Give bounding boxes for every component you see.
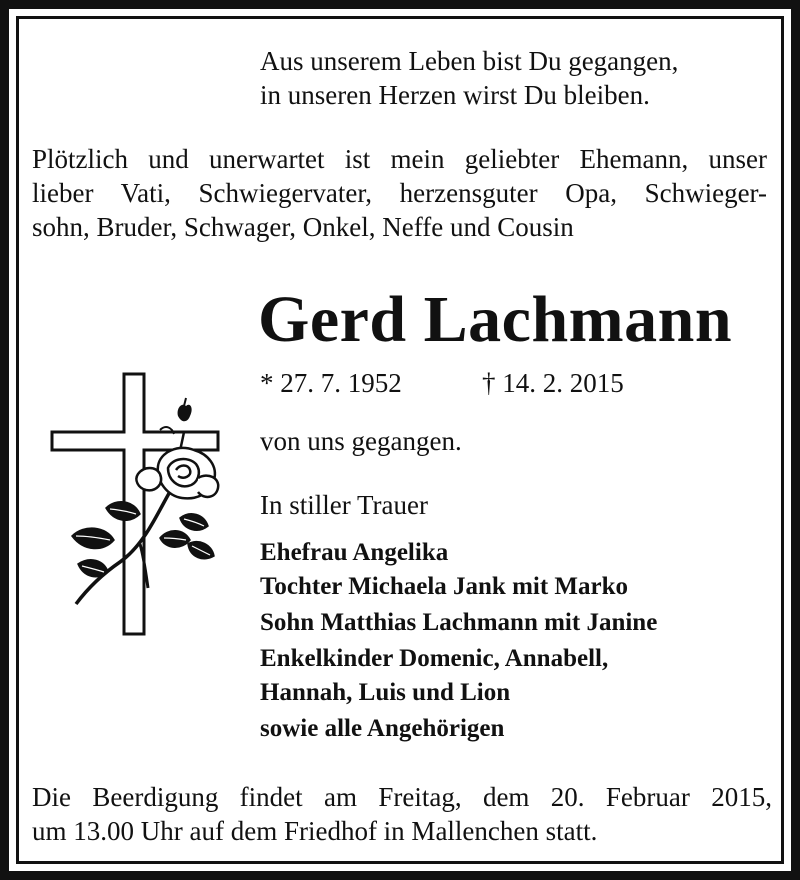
cross-with-rose-icon	[48, 368, 228, 640]
passed-text: von uns gegangen.	[260, 426, 462, 456]
mourner-line: Tochter Michaela Jank mit Marko	[260, 573, 629, 600]
mourning-intro: In stiller Trauer	[260, 490, 428, 520]
mourner-line: Enkelkinder Domenic, Annabell,	[260, 645, 609, 672]
funeral-line-1: Die Beerdigung findet am Freitag, dem 20. Februar 2015,	[32, 782, 772, 812]
mourner-line: Sohn Matthias Lachmann mit Janine	[260, 609, 658, 636]
life-dates	[260, 366, 624, 400]
intro-line-3: sohn, Bruder, Schwager, Onkel, Neffe und Cousin	[32, 212, 574, 242]
motto-line-2: in unseren Herzen wirst Du bleiben.	[260, 80, 650, 110]
birth-date: * 27. 7. 1952	[260, 368, 402, 398]
motto-line-1: Aus unserem Leben bist Du gegangen,	[260, 46, 679, 76]
funeral-line-2: um 13.00 Uhr auf dem Friedhof in Mallenchen statt.	[32, 816, 598, 846]
mourner-line: Ehefrau Angelika	[260, 539, 449, 566]
death-date: † 14. 2. 2015	[482, 368, 624, 398]
mourner-line: Hannah, Luis und Lion	[260, 679, 511, 706]
mourner-line: sowie alle Angehörigen	[260, 715, 505, 742]
deceased-name: Gerd Lachmann	[258, 283, 733, 356]
intro-line-2: lieber Vati, Schwiegervater, herzensguter Opa, Schwieger-	[32, 178, 767, 208]
intro-line-1: Plötzlich und unerwartet ist mein geliebter Ehemann, unser	[32, 144, 767, 174]
